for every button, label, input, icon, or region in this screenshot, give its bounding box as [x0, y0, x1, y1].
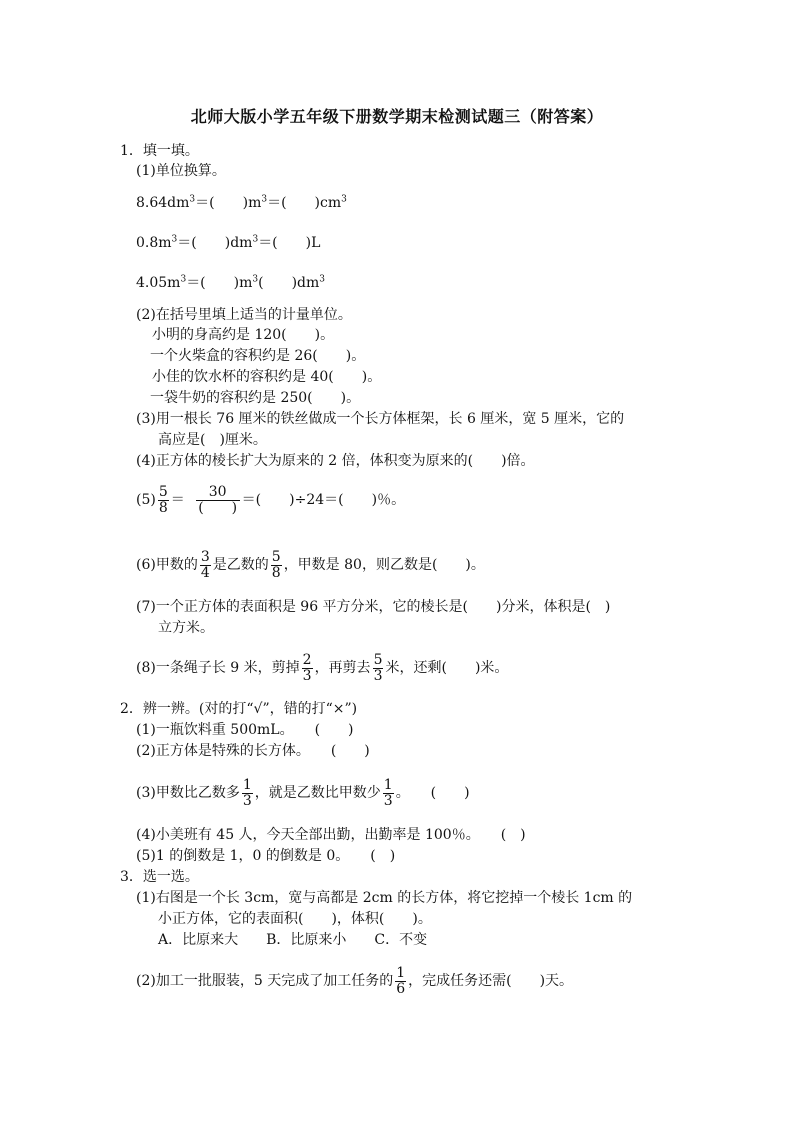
q2-2: (2)正方体是特殊的长方体。 ( )	[136, 743, 370, 759]
q1-3-line2: 高应是( )厘米。	[158, 432, 267, 448]
page-title: 北师大版小学五年级下册数学期末检测试题三（附答案）	[190, 107, 604, 126]
q2-3: (3)甲数比乙数多 $\frac{1}{3}$ ，就是乙数比甲数少 $\frac{1}{3}$ 。 ( )	[136, 776, 470, 809]
q3-1-line1: (1)右图是一个长 3cm，宽与高都是 2cm 的长方体，将它挖掉一个棱长 1cm 的	[136, 890, 633, 906]
q1-7-line2: 立方米。	[158, 620, 214, 636]
q2-1: (1)一瓶饮料重 500mL。 ( )	[136, 722, 354, 738]
q1-6: (6)甲数的 $\frac{3}{4}$ 是乙数的 $\frac{5}{8}$ ，甲数是 80，则乙数是( )。	[136, 548, 485, 581]
q3-1-options: A．比原来大 B．比原来小 C．不变	[158, 932, 428, 948]
fraction: $\frac{30}{( )}$	[196, 485, 240, 515]
section-2-heading: 2．辨一辨。(对的打“√”，错的打“×”)	[120, 701, 358, 717]
q3-1-line2: 小正方体，它的表面积( )，体积( )。	[158, 911, 432, 927]
q1-2-c: 小佳的饮水杯的容积约是 40( )。	[152, 369, 382, 385]
q1-2-label: (2)在括号里填上适当的计量单位。	[136, 307, 352, 323]
section-3-heading: 3．选一选。	[120, 869, 199, 885]
fraction: $\frac{3}{4}$	[200, 548, 210, 581]
fraction: $\frac{5}{3}$	[373, 651, 383, 684]
q1-5: (5) $\frac{5}{8}$ ＝ $\frac{30}{( )}$ ＝( )÷24＝( )％。	[136, 483, 406, 516]
q1-1-b: $0.8m^3=$( )$dm^3=$( )L	[136, 234, 321, 251]
q1-8: (8)一条绳子长 9 米，剪掉 $\frac{2}{3}$ ，再剪去 $\frac{5}{3}$ 米，还剩( )米。	[136, 651, 509, 684]
fraction: $\frac{2}{3}$	[302, 651, 312, 684]
q3-2: (2)加工一批服装，5 天完成了加工任务的 $\frac{1}{6}$ ，完成任务还需( )天。	[136, 964, 574, 997]
fraction: $\frac{1}{3}$	[383, 776, 393, 809]
fraction: $\frac{1}{6}$	[396, 964, 406, 997]
q1-1-c: $4.05m^3=$( )$m^3$( )$dm^3$	[136, 274, 326, 291]
fraction: $\frac{5}{8}$	[271, 548, 281, 581]
q1-2-b: 一个火柴盒的容积约是 26( )。	[150, 348, 366, 364]
fraction: $\frac{5}{8}$	[158, 483, 168, 516]
q1-2-d: 一袋牛奶的容积约是 250( )。	[150, 390, 361, 406]
section-1-heading: 1．填一填。	[120, 143, 199, 159]
fraction: $\frac{1}{3}$	[242, 776, 252, 809]
q1-7-line1: (7)一个正方体的表面积是 96 平方分米，它的棱长是( )分米，体积是( )	[136, 599, 611, 615]
q2-5: (5)1 的倒数是 1，0 的倒数是 0。 ( )	[136, 848, 396, 864]
q2-4: (4)小美班有 45 人，今天全部出勤，出勤率是 100％。 ( )	[136, 827, 526, 843]
q1-2-a: 小明的身高约是 120( )。	[152, 327, 335, 343]
q1-1-label: (1)单位换算。	[136, 163, 226, 179]
q1-1-a: $8.64dm^3=$( )$m^3=$( )$cm^3$	[136, 194, 347, 211]
q1-3-line1: (3)用一根长 76 厘米的铁丝做成一个长方体框架，长 6 厘米，宽 5 厘米，它的	[136, 411, 625, 427]
q1-4: (4)正方体的棱长扩大为原来的 2 倍，体积变为原来的( )倍。	[136, 453, 535, 469]
